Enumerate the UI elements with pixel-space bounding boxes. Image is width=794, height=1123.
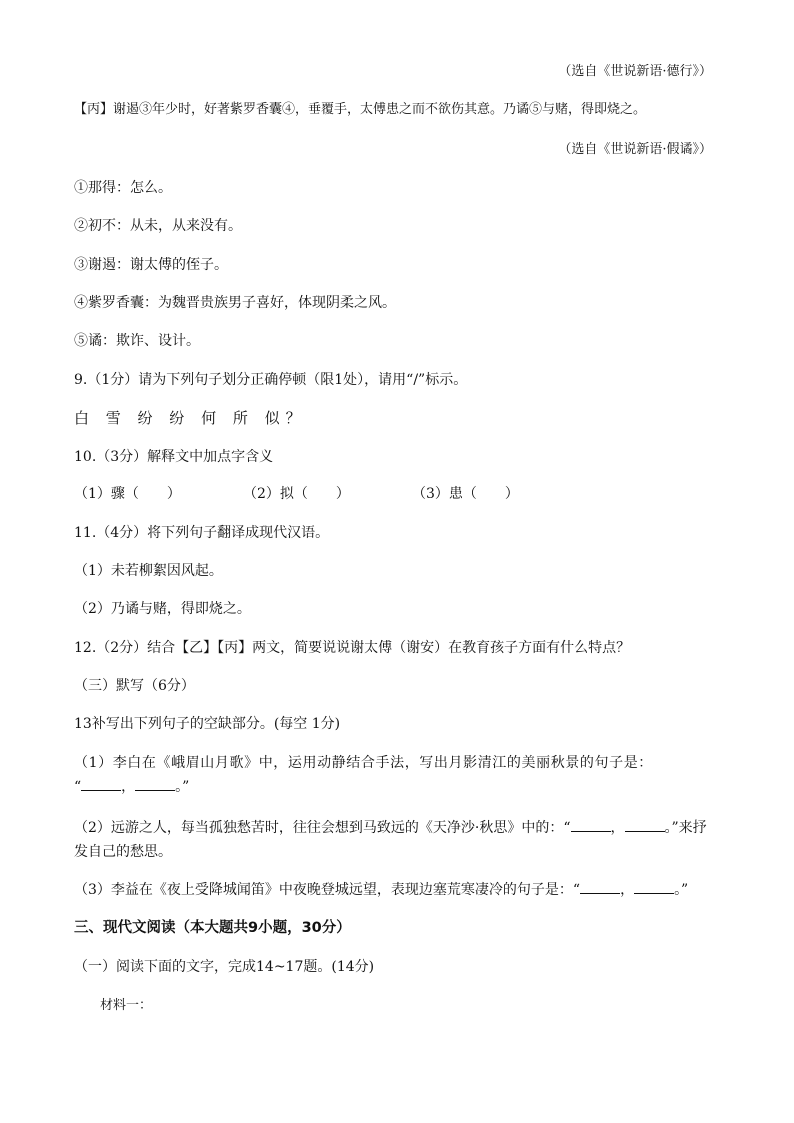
comma: ，	[610, 820, 625, 836]
source-citation-1: （选自《世说新语·德行》）	[558, 64, 712, 79]
question-13-3	[74, 880, 688, 900]
question-9: 9.（1分）请为下列句子划分正确停顿（限1处），请用“/”标示。	[74, 372, 468, 388]
section-3-heading: （三）默写（6分）	[74, 678, 195, 694]
answer-blank[interactable]	[571, 819, 611, 832]
answer-blank[interactable]	[580, 881, 620, 894]
part-3-heading: 三、现代文阅读（本大题共9小题，30分）	[74, 920, 351, 936]
material-1-label: 材料一：	[100, 998, 153, 1013]
close-quote: 。”	[674, 882, 689, 898]
note-3: ③谢遏：谢太傅的侄子。	[74, 257, 228, 273]
question-13-2	[74, 818, 707, 838]
comma: ，	[121, 779, 136, 795]
question-13: 13补写出下列句子的空缺部分。(每空 1分)	[74, 716, 341, 732]
question-10-item-3: （3）患（ ）	[412, 486, 519, 502]
question-10-item-2: （2）拟（ ）	[243, 486, 350, 502]
question-13-2-tail: 。”来抒	[664, 820, 707, 836]
close-quote: 。”	[175, 779, 190, 795]
question-13-2-continued: 发自己的愁思。	[74, 844, 172, 860]
answer-blank[interactable]	[81, 778, 121, 791]
question-13-2-text: （2）远游之人，每当孤独愁苦时，往往会想到马致远的《天净沙·秋思》中的：“	[74, 820, 571, 836]
question-10: 10.（3分）解释文中加点字含义	[74, 449, 274, 465]
question-9-sentence: 白 雪 纷 纷 何 所 似？	[74, 409, 307, 427]
question-11: 11.（4分）将下列句子翻译成现代汉语。	[74, 525, 330, 541]
question-10-item-1: （1）骤（ ）	[74, 486, 181, 502]
question-11-item-2: （2）乃谲与赌，得即烧之。	[74, 601, 251, 617]
part-3-subheading: （一）阅读下面的文字，完成14~17题。(14分)	[74, 959, 375, 975]
question-13-1-blanks	[74, 777, 189, 797]
question-13-3-text: （3）李益在《夜上受降城闻笛》中夜晚登城远望，表现边塞荒寒凄冷的句子是：“	[74, 882, 581, 898]
open-quote: “	[74, 779, 82, 795]
answer-blank[interactable]	[135, 778, 175, 791]
note-4: ④紫罗香囊：为魏晋贵族男子喜好，体现阴柔之风。	[74, 295, 396, 311]
comma: ，	[620, 882, 635, 898]
note-1: ①那得：怎么。	[74, 180, 172, 196]
question-11-item-1: （1）未若柳絮因风起。	[74, 563, 223, 579]
passage-bing: 【丙】谢遏③年少时，好著紫罗香囊④，垂覆手，太傅患之而不欲伤其意。乃谲⑤与赌，得即烧之。	[74, 102, 647, 117]
question-12: 12.（2分）结合【乙】【丙】两文，简要说说谢太傅（谢安）在教育孩子方面有什么特点？	[74, 640, 631, 656]
answer-blank[interactable]	[634, 881, 674, 894]
note-2: ②初不：从未，从来没有。	[74, 218, 242, 234]
answer-blank[interactable]	[625, 819, 665, 832]
source-citation-2: （选自《世说新语·假谲》）	[558, 142, 712, 157]
note-5: ⑤谲：欺诈、设计。	[74, 333, 200, 349]
question-13-1: （1）李白在《峨眉山月歌》中，运用动静结合手法，写出月影清江的美丽秋景的句子是：	[74, 755, 653, 771]
